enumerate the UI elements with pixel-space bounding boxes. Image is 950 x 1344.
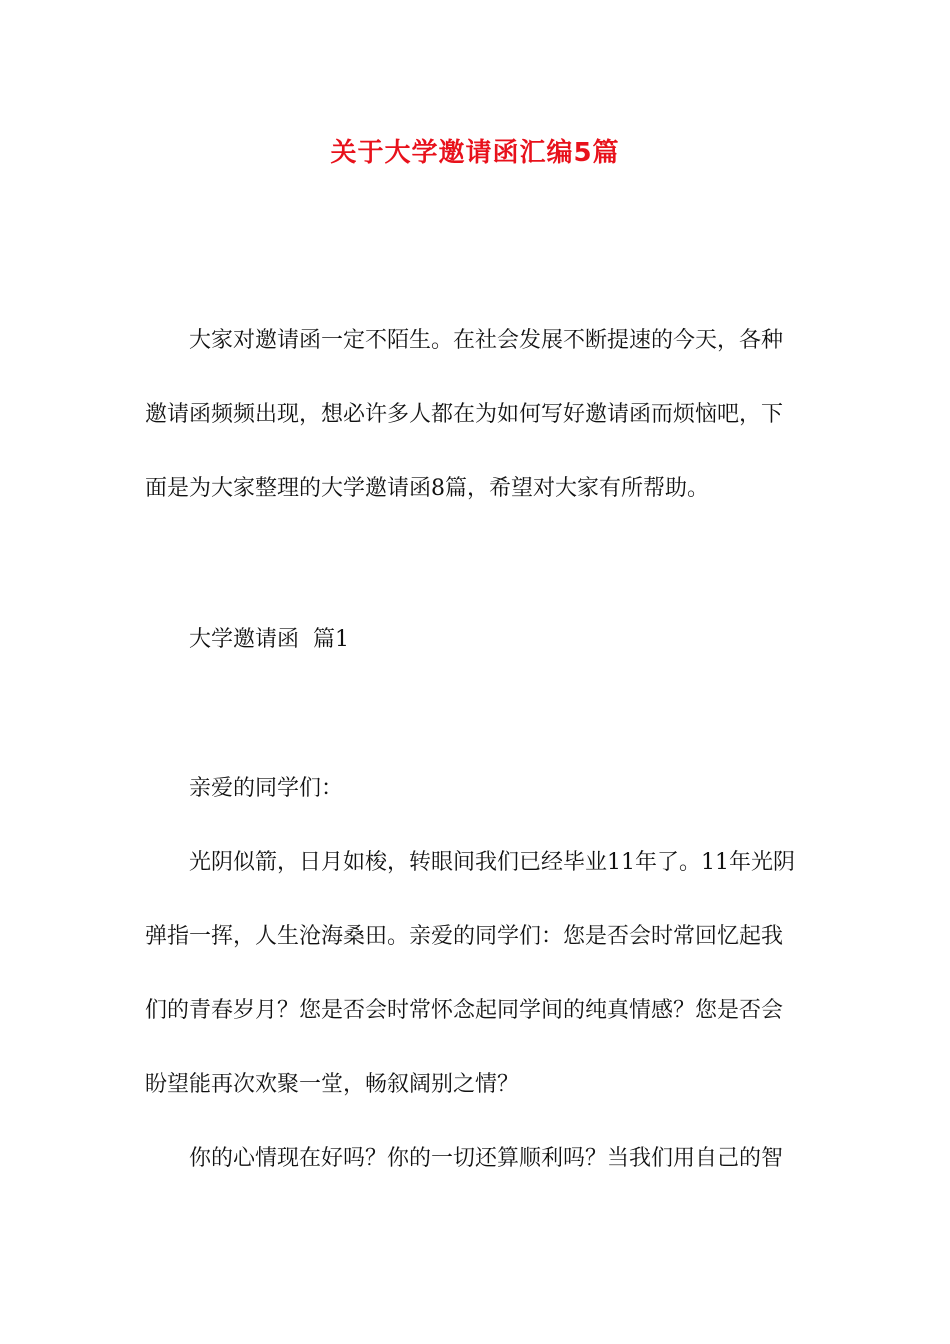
document-title: 关于大学邀请函汇编5篇 [330, 138, 620, 168]
paragraph1-line-2: 弹指一挥，人生沧海桑田。亲爱的同学们：您是否会时常回忆起我 [145, 924, 784, 949]
paragraph2-line-1: 你的心情现在好吗？你的一切还算顺利吗？当我们用自己的智 [189, 1146, 784, 1171]
section-heading: 大学邀请函 篇1 [189, 627, 349, 652]
paragraph1-line-1: 光阴似箭，日月如梭，转眼间我们已经毕业11年了。11年光阴 [189, 850, 795, 875]
body-paragraph-2 [145, 1122, 805, 1196]
intro-line-1: 大家对邀请函一定不陌生。在社会发展不断提速的今天，各种 [189, 328, 784, 353]
greeting-block [145, 752, 805, 826]
intro-line-2: 邀请函频频出现，想必许多人都在为如何写好邀请函而烦恼吧，下 [145, 402, 784, 427]
greeting: 亲爱的同学们： [189, 776, 344, 801]
paragraph1-line-4: 盼望能再次欢聚一堂，畅叙阔别之情？ [145, 1072, 520, 1097]
body-paragraph-1 [145, 826, 805, 1122]
section-heading-block [145, 603, 805, 677]
intro-line-3: 面是为大家整理的大学邀请函8篇，希望对大家有所帮助。 [145, 476, 709, 501]
paragraph1-line-3: 们的青春岁月？您是否会时常怀念起同学间的纯真情感？您是否会 [145, 998, 784, 1023]
intro-paragraph [145, 304, 805, 526]
